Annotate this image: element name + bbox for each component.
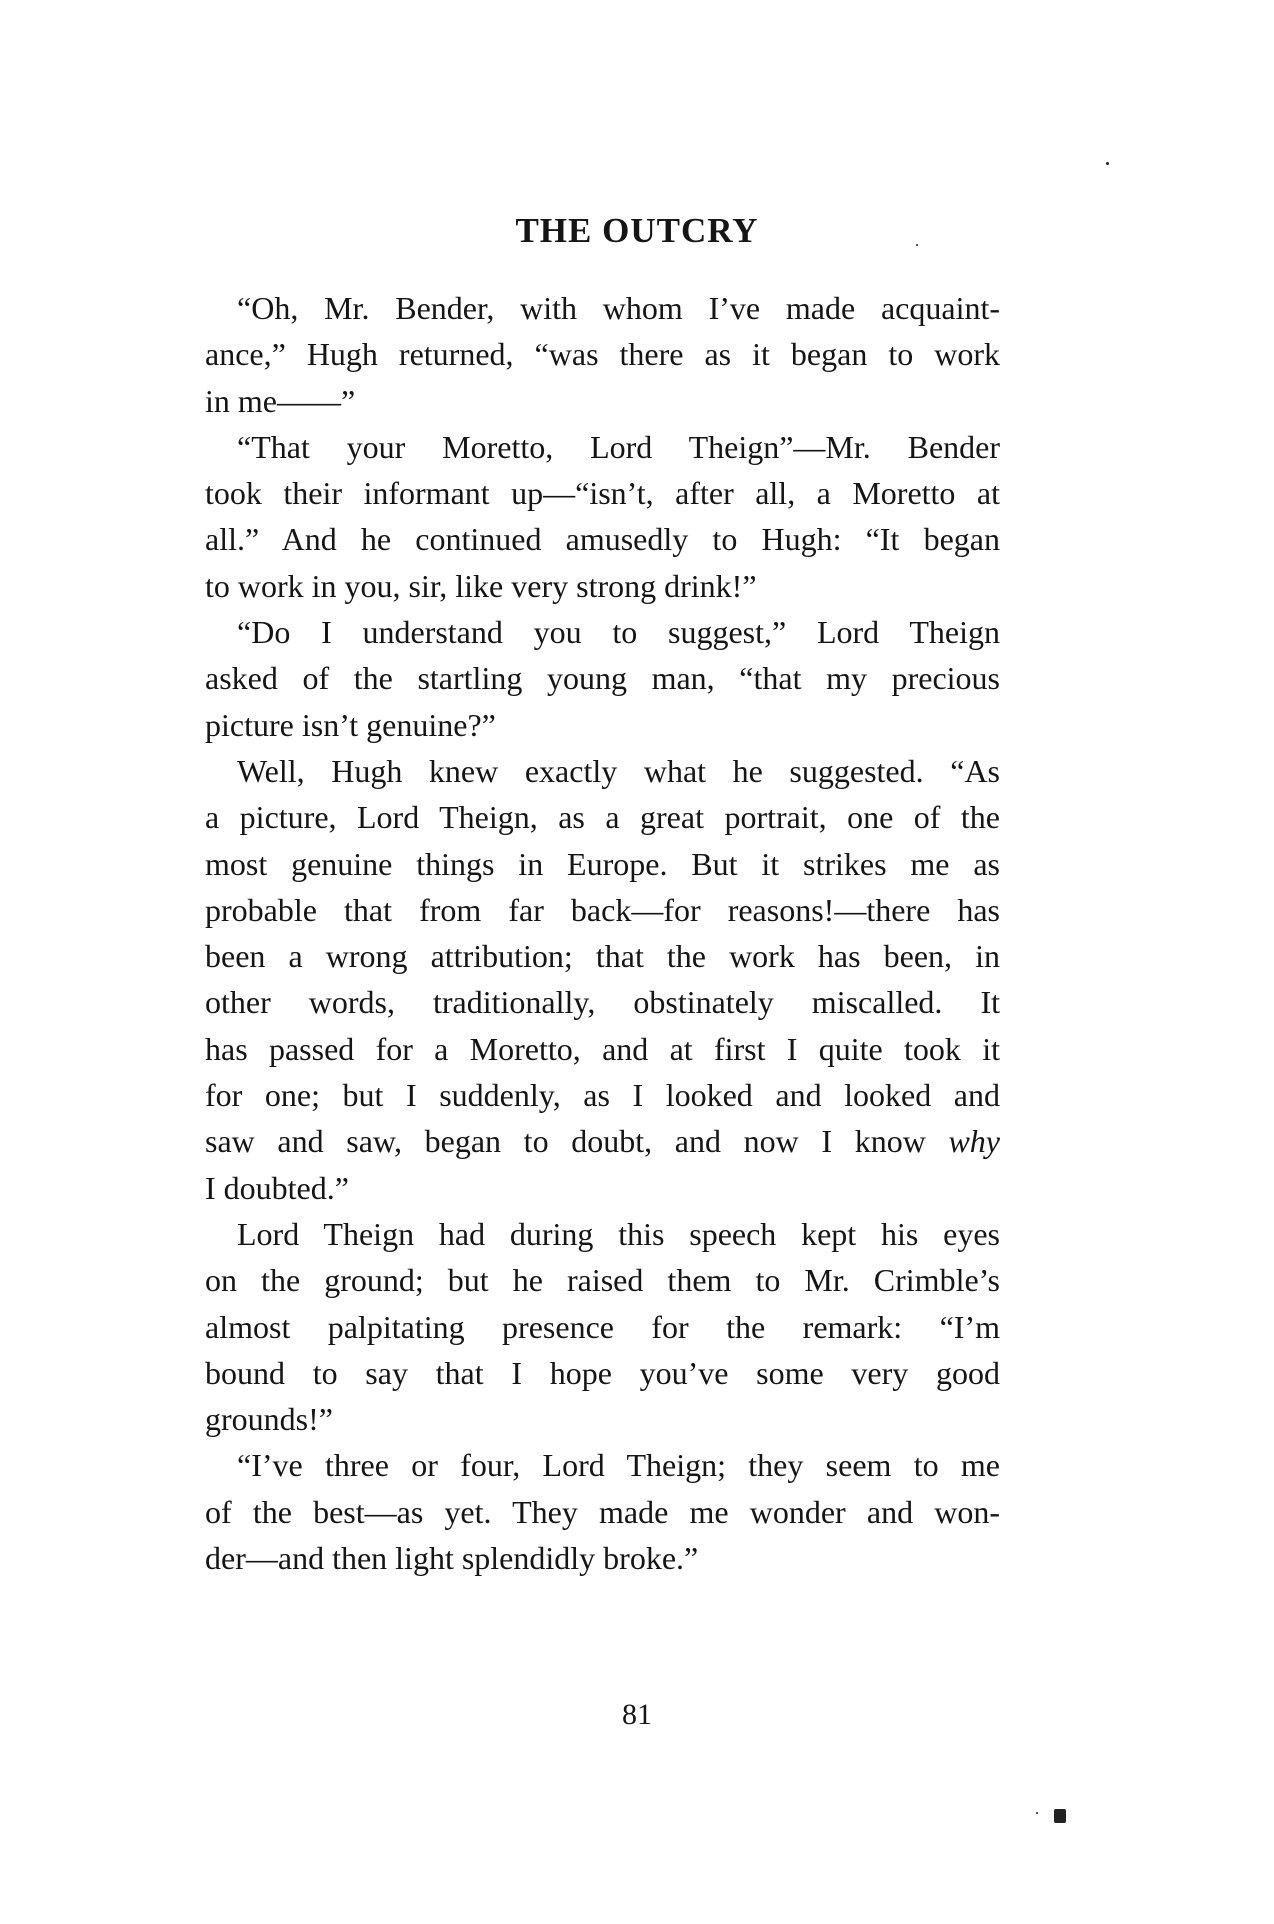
text-line: most genuine things in Europe. But it strikes me as	[205, 845, 1000, 882]
text-line: been a wrong attribution; that the work has been, in	[205, 938, 1000, 975]
text-line: for one; but I suddenly, as I looked and looked and	[205, 1077, 1000, 1114]
text-line: other words, traditionally, obstinately miscalled. It	[205, 984, 1000, 1021]
text-line: Lord Theign had during this speech kept his eyes	[237, 1215, 1000, 1252]
text-line: “Do I understand you to suggest,” Lord Theign	[237, 614, 1000, 651]
text-line: asked of the startling young man, “that my precious	[205, 660, 1000, 697]
text-line: all.” And he continued amusedly to Hugh: “It began	[205, 521, 1000, 558]
print-speck	[1106, 162, 1109, 165]
text-line: in me——”	[205, 382, 356, 419]
text-line: took their informant up—“isn’t, after all, a Moretto at	[205, 475, 1000, 512]
text-line: “Oh, Mr. Bender, with whom I’ve made acquaint-	[237, 290, 1000, 326]
text-line: bound to say that I hope you’ve some very good	[205, 1354, 1000, 1391]
text-line: “I’ve three or four, Lord Theign; they seem to me	[237, 1447, 1000, 1484]
print-speck	[1054, 1809, 1066, 1823]
text-line: on the ground; but he raised them to Mr. Crimble’s	[205, 1262, 1000, 1299]
text-line: Well, Hugh knew exactly what he suggested. “As	[237, 752, 1000, 789]
emphasized-word: why	[948, 1123, 1000, 1160]
text-line: der—and then light splendidly broke.”	[205, 1540, 699, 1577]
body-text	[205, 285, 1000, 1581]
text-line-segment: saw and saw, began to doubt, and now I know	[205, 1123, 949, 1160]
text-line: I doubted.”	[205, 1169, 349, 1206]
text-line-with-emphasis	[205, 1118, 1000, 1164]
page-number: 81	[622, 1698, 652, 1731]
text-line: grounds!”	[205, 1401, 333, 1438]
text-line: picture isn’t genuine?”	[205, 706, 496, 743]
text-line: has passed for a Moretto, and at first I quite took it	[205, 1030, 1000, 1067]
text-line: to work in you, sir, like very strong drink!”	[205, 567, 757, 604]
text-line: almost palpitating presence for the remark: “I’m	[205, 1308, 1000, 1345]
text-line: of the best—as yet. They made me wonder and won-	[205, 1493, 1000, 1530]
print-speck	[1036, 1812, 1038, 1814]
running-title: THE OUTCRY	[515, 211, 759, 250]
text-line: ance,” Hugh returned, “was there as it began to work	[205, 336, 1000, 373]
text-line: probable that from far back—for reasons!—there has	[205, 891, 1000, 928]
text-line: “That your Moretto, Lord Theign”—Mr. Bender	[237, 428, 1000, 465]
text-line: a picture, Lord Theign, as a great portrait, one of the	[205, 799, 1000, 836]
